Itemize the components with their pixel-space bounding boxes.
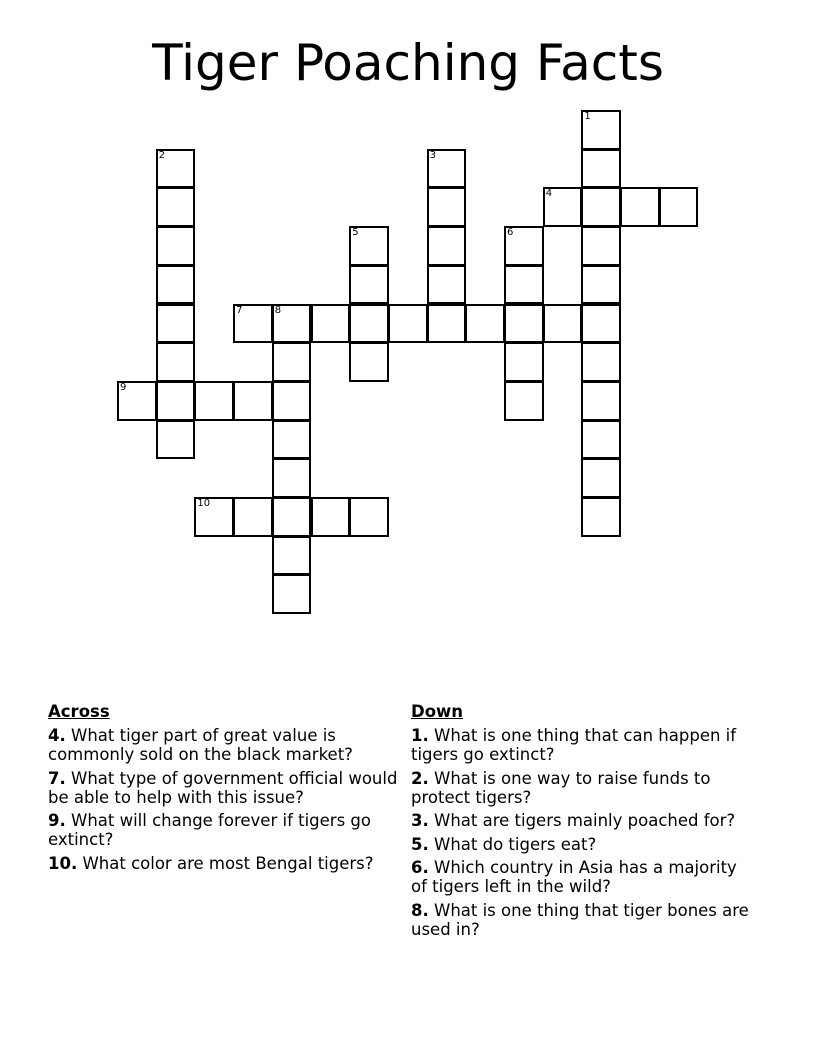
clue-number-label: 9 [120,381,127,393]
grid-cell[interactable] [581,458,621,498]
grid-cell[interactable] [427,265,467,305]
clue-text: What are tigers mainly poached for? [434,811,736,830]
clue-number: 6. [411,858,429,877]
grid-cell[interactable] [194,497,234,537]
grid-cell[interactable] [427,226,467,266]
grid-cell[interactable] [156,342,196,382]
grid-cell[interactable] [349,304,389,344]
grid-cell[interactable] [349,342,389,382]
clue-number-label: 1 [584,111,591,122]
clue-number: 1. [411,726,429,745]
grid-cell[interactable] [581,226,621,266]
grid-cell[interactable] [156,265,196,305]
grid-cell[interactable] [543,187,583,227]
grid-cell[interactable] [233,497,273,537]
clue-number-label: 3 [429,149,436,161]
across-clue-10 [48,854,400,873]
clue-text: What tiger part of great value is commonly sold on the black market? [48,726,353,764]
grid-cell[interactable] [194,381,234,421]
clue-number: 8. [411,900,429,920]
down-clue-5 [411,835,756,854]
grid-cell[interactable] [156,187,196,227]
grid-cell[interactable] [388,304,428,344]
clue-text: Which country in Asia has a majority of tigers left in the wild? [411,858,737,896]
across-clue-9 [48,811,400,849]
grid-cell[interactable] [311,497,351,537]
clue-number-label: 8 [274,304,282,316]
clue-number: 7. [48,768,66,788]
grid-cell[interactable] [504,304,544,344]
grid-cell[interactable] [581,381,621,421]
grid-cell[interactable] [465,304,505,344]
clue-text: What is one way to raise funds to protect tigers? [411,768,711,807]
across-clue-7 [48,769,400,807]
grid-cell[interactable] [349,265,389,305]
clue-number: 10. [48,853,78,873]
down-clue-1 [411,726,756,764]
grid-cell[interactable] [504,342,544,382]
grid-cell[interactable] [311,304,351,344]
down-clue-6 [411,858,756,896]
grid-cell[interactable] [581,304,621,344]
grid-cell[interactable] [117,381,157,421]
grid-cell[interactable] [504,381,544,421]
grid-cell[interactable] [156,149,196,189]
grid-cell[interactable] [581,342,621,382]
grid-cell[interactable] [272,536,312,576]
clue-text: What do tigers eat? [434,834,597,854]
grid-cell[interactable] [272,342,312,382]
grid-cell[interactable] [272,381,312,421]
grid-cell[interactable] [349,497,389,537]
clue-number: 3. [411,811,429,830]
clue-number-label: 2 [158,149,166,161]
clue-number: 2. [411,768,429,788]
grid-cell[interactable] [620,187,660,227]
grid-cell[interactable] [504,226,544,266]
grid-cell[interactable] [156,304,196,344]
clue-number-label: 4 [545,188,553,200]
grid-cell[interactable] [581,420,621,460]
page-title: Tiger Poaching Facts [152,34,664,92]
grid-cell[interactable] [272,420,312,460]
down-heading: Down [411,702,464,721]
grid-cell[interactable] [156,381,196,421]
clue-text: What is one thing that tiger bones are used in? [411,900,749,939]
grid-cell[interactable] [581,187,621,227]
down-clues [411,702,756,943]
across-clue-4 [48,726,400,764]
grid-cell[interactable] [659,187,699,227]
across-clues [48,702,400,877]
grid-cell[interactable] [427,149,467,189]
grid-cell[interactable] [504,265,544,305]
grid-cell[interactable] [581,110,621,150]
grid-cell[interactable] [156,226,196,266]
grid-cell[interactable] [233,381,273,421]
clue-number-label: 6 [507,227,514,239]
grid-cell[interactable] [349,226,389,266]
down-clue-3 [411,811,756,830]
grid-cell[interactable] [581,149,621,189]
grid-cell[interactable] [581,497,621,537]
clue-text: What will change forever if tigers go extinct? [48,811,371,849]
grid-cell[interactable] [156,420,196,460]
grid-cell[interactable] [427,304,467,344]
clue-number-label: 5 [352,227,359,239]
clue-number: 5. [411,834,429,854]
clue-number-label: 7 [236,304,243,316]
clue-text: What is one thing that can happen if tigers go extinct? [411,726,737,764]
clue-number: 4. [48,726,66,745]
clue-text: What color are most Bengal tigers? [82,853,374,873]
down-clue-8 [411,901,756,939]
grid-cell[interactable] [581,265,621,305]
across-heading: Across [48,702,110,721]
clue-text: What type of government official would be able to help with this issue? [48,768,398,807]
grid-cell[interactable] [543,304,583,344]
down-clue-2 [411,769,756,807]
clue-number-label: 10 [197,498,211,509]
grid-cell[interactable] [233,304,273,344]
grid-cell[interactable] [272,574,312,614]
grid-cell[interactable] [272,458,312,498]
grid-cell[interactable] [427,187,467,227]
grid-cell[interactable] [272,304,312,344]
clue-number: 9. [48,811,66,830]
grid-cell[interactable] [272,497,312,537]
